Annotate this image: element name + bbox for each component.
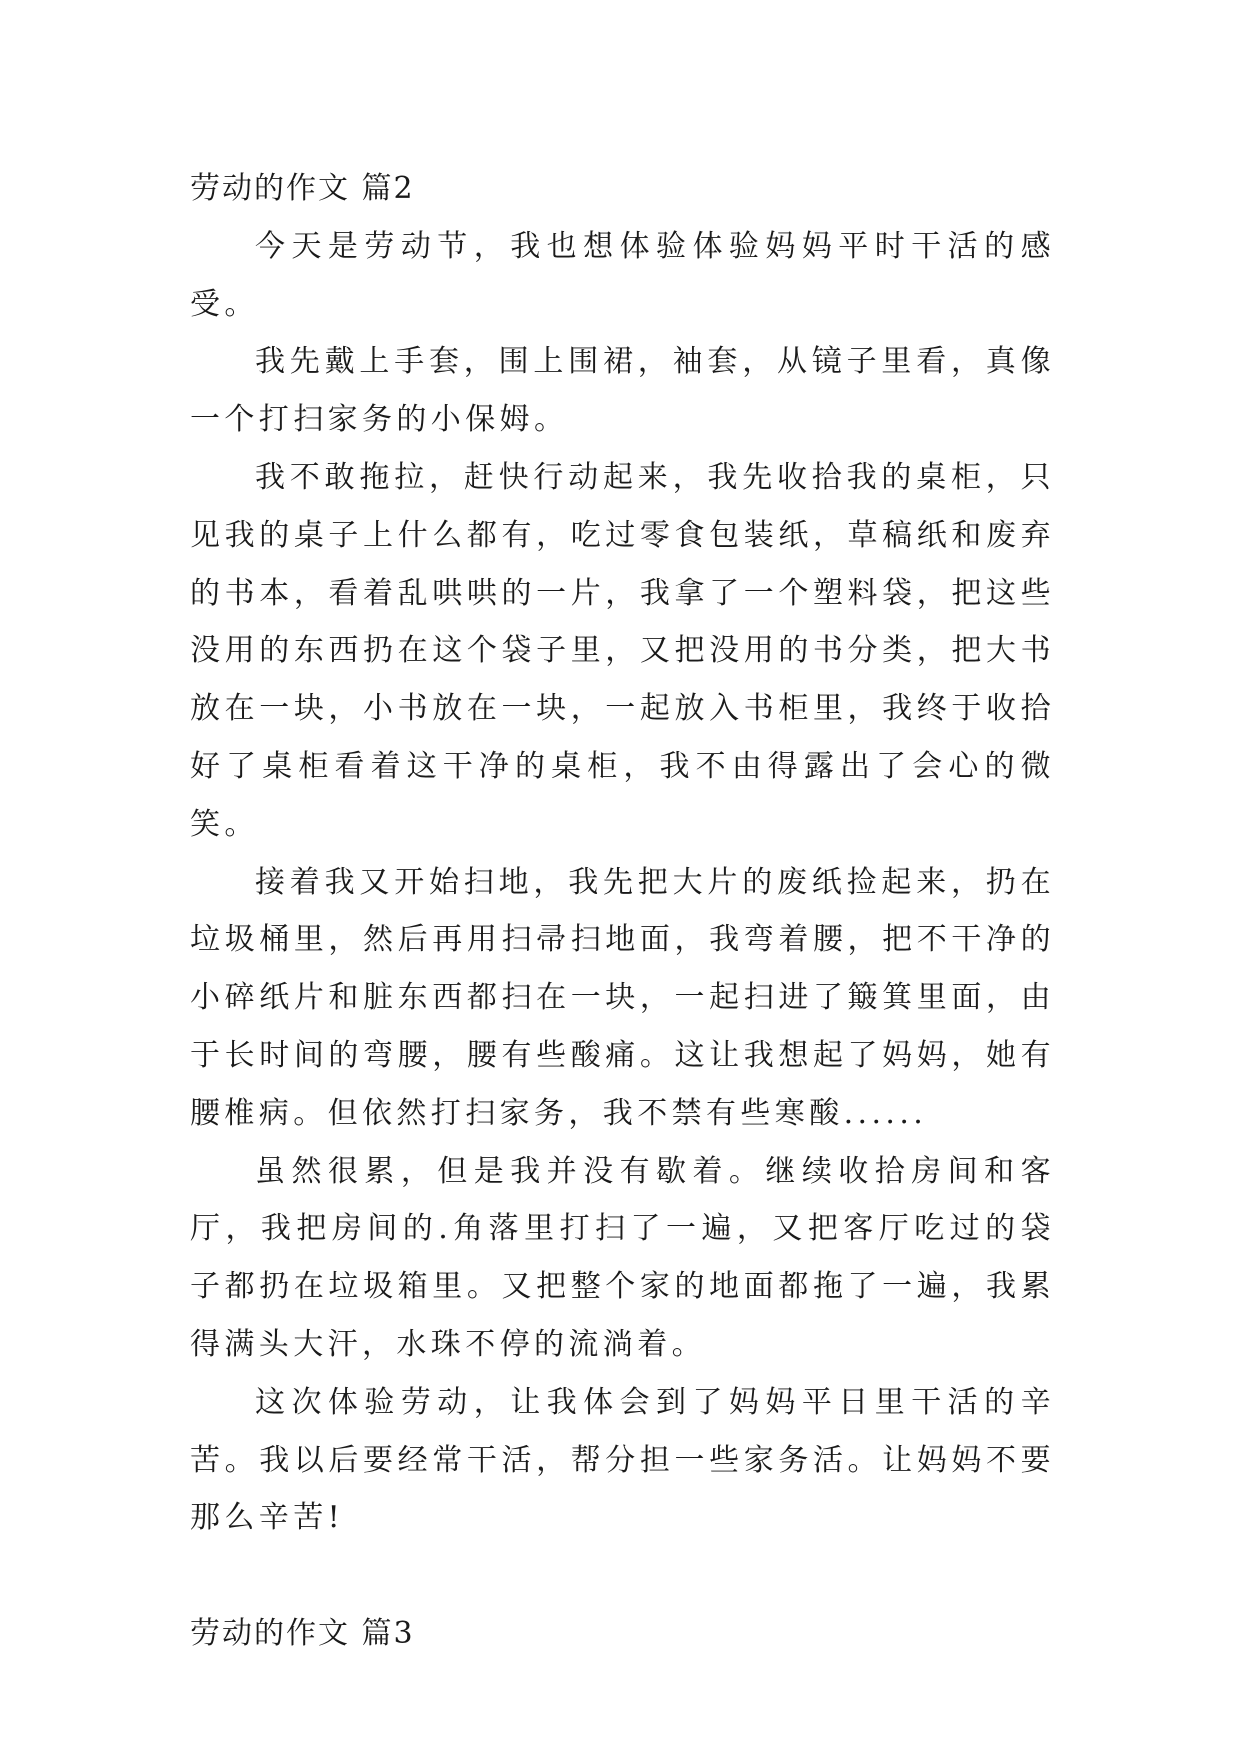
section-heading: 劳动的作文 篇2 bbox=[190, 171, 415, 206]
paragraph: 今天是劳动节，我也想体验体验妈妈平时干活的感受。 bbox=[190, 228, 1055, 322]
paragraph: 虽然很累，但是我并没有歇着。继续收拾房间和客厅，我把房间的.角落里打扫了一遍，又把客厅吃过的袋子都扔在垃圾箱里。又把整个家的地面都拖了一遍，我累得满头大汗，水珠不停的流淌着。 bbox=[190, 1153, 1055, 1362]
document-body bbox=[190, 160, 1055, 1663]
paragraph: 这次体验劳动，让我体会到了妈妈平日里干活的辛苦。我以后要经常干活，帮分担一些家务活。让妈妈不要那么辛苦! bbox=[190, 1384, 1055, 1536]
section-heading: 劳动的作文 篇3 bbox=[190, 1615, 415, 1651]
paragraph: 我不敢拖拉，赶快行动起来，我先收拾我的桌柜，只见我的桌子上什么都有，吃过零食包装纸，草稿纸和废弃的书本，看着乱哄哄的一片，我拿了一个塑料袋，把这些没用的东西扔在这个袋子里，又把没用的书分类，把大书放在一块，小书放在一块，一起放入书柜里，我终于收拾好了桌柜看着这干净的桌柜，我不由得露出了会心的微笑。 bbox=[190, 459, 1055, 842]
paragraph: 接着我又开始扫地，我先把大片的废纸捡起来，扔在垃圾桶里，然后再用扫帚扫地面，我弯着腰，把不干净的小碎纸片和脏东西都扫在一块，一起扫进了簸箕里面，由于长时间的弯腰，腰有些酸痛。这让我想起了妈妈，她有腰椎病。但依然打扫家务，我不禁有些寒酸...... bbox=[190, 864, 1055, 1131]
paragraph: 我先戴上手套，围上围裙，袖套，从镜子里看，真像一个打扫家务的小保姆。 bbox=[190, 344, 1055, 438]
section-spacer bbox=[190, 1547, 1055, 1605]
